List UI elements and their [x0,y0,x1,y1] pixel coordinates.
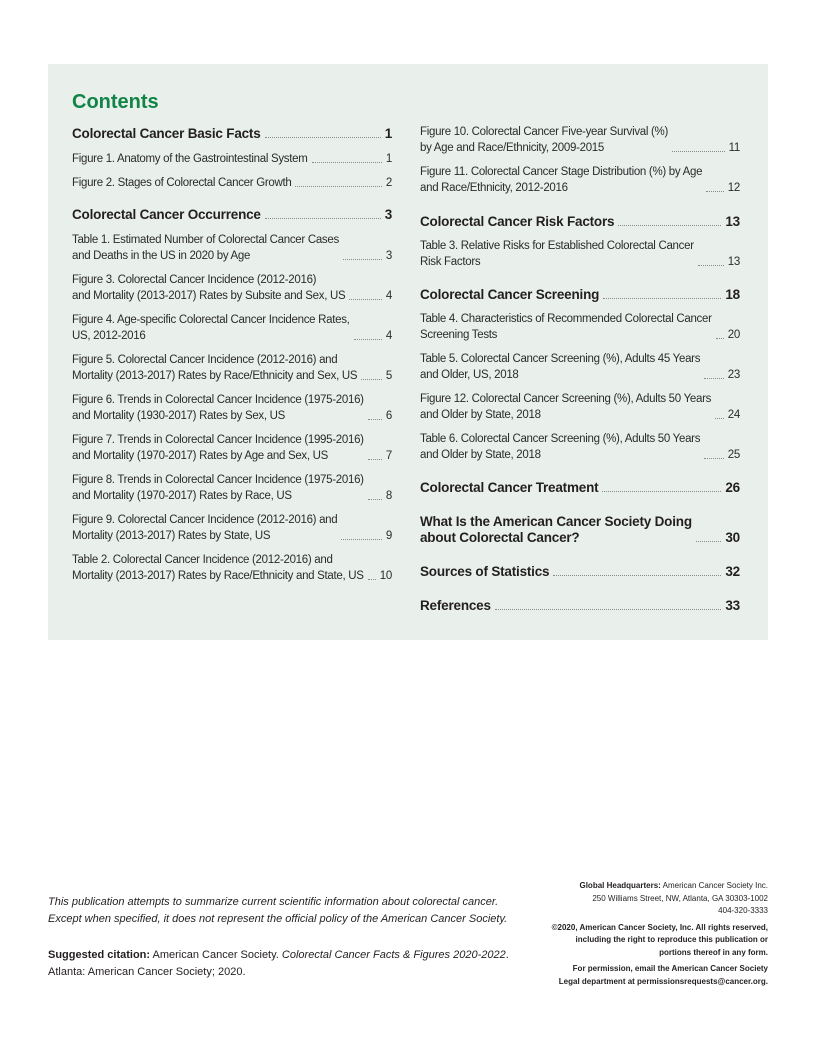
toc-entry-title [72,392,364,424]
toc-entry-line: Colorectal Cancer Treatment [420,480,599,495]
dot-leader [361,379,382,380]
toc-entry-line: What Is the American Cancer Society Doing [420,514,692,529]
toc-entry-title [72,352,357,384]
dot-leader [265,218,381,219]
dot-leader [706,191,724,192]
toc-entry-title [72,552,364,584]
toc-page-number: 3 [384,207,392,222]
toc-entry[interactable] [72,312,392,344]
toc-entry-line: Table 4. Characteristics of Recommended Colorectal Cancer [420,313,712,325]
toc-entry-line: Risk Factors [420,256,481,268]
citation-period: . [505,949,509,961]
dot-leader [716,338,724,339]
dot-leader [715,418,724,419]
toc-entry-line: Table 3. Relative Risks for Established Colorectal Cancer [420,240,694,252]
toc-entry-line: and Older by State, 2018 [420,449,541,461]
dot-leader [341,539,382,540]
toc-section-entry[interactable] [420,564,740,580]
hq-address: 250 Williams Street, NW, Atlanta, GA 30303-1002 [592,893,768,903]
toc-section-entry[interactable] [72,126,392,142]
toc-entry-line: Figure 1. Anatomy of the Gastrointestinal System [72,153,308,165]
toc-entry-line: and Mortality (1970-2017) Rates by Race, US [72,490,292,502]
toc-page-number: 13 [725,214,740,229]
dot-leader [602,491,721,492]
toc-page-number: 11 [728,142,740,154]
toc-entry[interactable] [72,392,392,424]
toc-entry-line: Figure 6. Trends in Colorectal Cancer Incidence (1975-2016) [72,394,364,406]
toc-entry[interactable] [72,472,392,504]
copyright-line-1: ©2020, American Cancer Society, Inc. All rights reserved, [551,922,768,932]
toc-entry-line: Colorectal Cancer Screening [420,287,600,302]
dot-leader [672,151,725,152]
toc-entry-line: Figure 4. Age-specific Colorectal Cancer Incidence Rates, [72,314,350,326]
toc-page-number: 2 [385,177,392,189]
toc-page-number: 30 [725,530,740,545]
toc-page-number: 5 [385,370,392,382]
dot-leader [698,265,724,266]
toc-entry-line: Figure 2. Stages of Colorectal Cancer Growth [72,177,292,189]
toc-page-number: 8 [385,490,392,502]
toc-entry[interactable] [72,272,392,304]
toc-page-number: 1 [384,126,392,141]
dot-leader [368,459,382,460]
toc-entry[interactable] [72,552,392,584]
dot-leader [603,298,721,299]
toc-page-number: 20 [727,329,740,341]
toc-page-number: 23 [727,369,740,381]
toc-page-number: 7 [385,450,392,462]
toc-entry-line: Mortality (2013-2017) Rates by Race/Ethnicity and Sex, US [72,370,358,382]
hq-label: Global Headquarters: [579,881,661,890]
toc-entry[interactable] [72,432,392,464]
toc-entry-line: Figure 9. Colorectal Cancer Incidence (2012-2016) and [72,514,338,526]
dot-leader [354,339,382,340]
toc-entry-line: Figure 12. Colorectal Cancer Screening (%), Adults 50 Years [420,393,712,405]
contents-panel [48,64,768,640]
permission-line-2: Legal department at permissionsrequests@cancer.org. [558,976,768,986]
toc-page-number: 6 [385,410,392,422]
toc-page-number: 9 [385,530,392,542]
toc-page-number: 25 [727,449,740,461]
toc-entry-title [72,232,339,264]
toc-entry-title [420,214,614,230]
toc-section-entry[interactable] [420,514,740,546]
toc-entry[interactable] [420,431,740,463]
toc-entry-line: Figure 11. Colorectal Cancer Stage Distribution (%) by Age [420,166,703,178]
toc-entry-title [420,311,712,343]
toc-entry-title [420,124,668,156]
dot-leader [704,378,724,379]
toc-entry-title [72,472,364,504]
toc-entry-line: Figure 7. Trends in Colorectal Cancer Incidence (1995-2016) [72,434,364,446]
toc-entry-title [420,564,549,580]
dot-leader [295,186,381,187]
hq-phone: 404-320-3333 [718,906,768,915]
toc-entry-line: Figure 3. Colorectal Cancer Incidence (2012-2016) [72,274,317,286]
toc-entry[interactable] [420,311,740,343]
toc-entry[interactable] [72,512,392,544]
toc-page-number: 4 [385,290,392,302]
toc-entry-title [420,164,702,196]
toc-entry-title [420,598,491,614]
toc-entry-line: Colorectal Cancer Occurrence [72,207,261,222]
toc-page-number: 24 [727,409,740,421]
toc-entry[interactable] [72,175,392,191]
toc-entry-title [72,312,350,344]
toc-entry-line: Sources of Statistics [420,564,550,579]
toc-entry-title [420,514,692,546]
toc-entry-title [72,512,337,544]
toc-entry-line: Screening Tests [420,329,498,341]
toc-section-entry[interactable] [420,214,740,230]
toc-entry[interactable] [420,391,740,423]
toc-entry-title [72,175,291,191]
toc-entry-line: and Mortality (1970-2017) Rates by Age and Sex, US [72,450,329,462]
toc-entry-title [72,126,261,142]
dot-leader [368,499,382,500]
toc-page-number: 18 [725,287,740,302]
toc-page-number: 26 [725,480,740,495]
toc-entry-line: about Colorectal Cancer? [420,530,580,545]
toc-entry[interactable] [420,351,740,383]
toc-entry-line: Table 2. Colorectal Cancer Incidence (2012-2016) and [72,554,333,566]
citation-text: American Cancer Society. [150,949,282,961]
toc-entry-line: References [420,598,491,613]
suggested-citation [48,947,528,981]
toc-entry-line: and Race/Ethnicity, 2012-2016 [420,182,568,194]
citation-label: Suggested citation: [48,949,151,961]
disclaimer-line-2: Except when specified, it does not represent the official policy of the American Cancer Society. [48,913,508,925]
toc-page-number: 4 [385,330,392,342]
permission-line-1: For permission, email the American Cancer Society [572,964,768,973]
toc-entry-line: US, 2012-2016 [72,330,146,342]
copyright-line-3: portions thereof in any form. [659,947,768,957]
toc-entry[interactable] [420,238,740,270]
toc-entry-title [420,287,599,303]
toc-entry-line: and Older by State, 2018 [420,409,541,421]
toc-section-entry[interactable] [420,287,740,303]
toc-entry-line: Colorectal Cancer Basic Facts [72,126,261,141]
toc-entry-title [420,480,598,496]
toc-page-number: 1 [385,153,392,165]
toc-entry-title [420,431,700,463]
disclaimer [48,894,528,928]
dot-leader [704,458,724,459]
toc-entry-line: and Older, US, 2018 [420,369,519,381]
toc-page-number: 12 [727,182,740,194]
toc-entry-title [72,272,345,304]
toc-section-entry[interactable] [420,480,740,496]
dot-leader [553,575,721,576]
toc-page-number: 13 [727,256,740,268]
toc-entry-line: Figure 5. Colorectal Cancer Incidence (2012-2016) and [72,354,338,366]
toc-entry-line: Table 5. Colorectal Cancer Screening (%), Adults 45 Years [420,353,701,365]
dot-leader [349,299,382,300]
headquarters-info [505,880,768,988]
toc-entry-line: Figure 8. Trends in Colorectal Cancer Incidence (1975-2016) [72,474,364,486]
toc-entry-line: Mortality (2013-2017) Rates by State, US [72,530,271,542]
copyright-line-2: including the right to reproduce this publication or [575,935,768,944]
toc-entry-line: Colorectal Cancer Risk Factors [420,214,615,229]
toc-page-number: 10 [379,570,392,582]
dot-leader [618,225,721,226]
toc-entry[interactable] [72,151,392,167]
toc-entry[interactable] [420,124,740,156]
disclaimer-line-1: This publication attempts to summarize current scientific information about colorectal cancer. [48,896,499,908]
dot-leader [495,609,722,610]
toc-entry-title [72,207,261,223]
toc-section-entry[interactable] [72,207,392,223]
dot-leader [368,579,376,580]
contents-title: Contents [72,91,159,113]
dot-leader [343,259,382,260]
toc-entry-line: and Mortality (1930-2017) Rates by Sex, US [72,410,286,422]
citation-publisher: Atlanta: American Cancer Society; 2020. [48,966,246,978]
toc-entry[interactable] [72,232,392,264]
toc-entry-title [420,238,694,270]
hq-org: American Cancer Society Inc. [660,881,768,890]
citation-title: Colorectal Cancer Facts & Figures 2020-2022 [281,949,506,961]
toc-entry-title [420,351,700,383]
toc-entry-title [72,432,364,464]
toc-page-number: 32 [725,564,740,579]
toc-entry-title [420,391,711,423]
toc-entry-line: and Mortality (2013-2017) Rates by Subsite and Sex, US [72,290,346,302]
toc-page-number: 33 [725,598,740,613]
toc-entry-line: Figure 10. Colorectal Cancer Five-year Survival (%) [420,126,669,138]
toc-entry-title [72,151,308,167]
dot-leader [368,419,382,420]
toc-entry-line: Table 6. Colorectal Cancer Screening (%), Adults 50 Years [420,433,701,445]
toc-entry[interactable] [420,164,740,196]
toc-section-entry[interactable] [420,598,740,614]
dot-leader [265,137,381,138]
toc-entry-line: Table 1. Estimated Number of Colorectal Cancer Cases [72,234,339,246]
dot-leader [696,541,722,542]
toc-entry-line: by Age and Race/Ethnicity, 2009-2015 [420,142,604,154]
toc-entry-line: and Deaths in the US in 2020 by Age [72,250,251,262]
toc-entry-line: Mortality (2013-2017) Rates by Race/Ethnicity and State, US [72,570,364,582]
toc-page-number: 3 [385,250,392,262]
dot-leader [312,162,382,163]
toc-entry[interactable] [72,352,392,384]
